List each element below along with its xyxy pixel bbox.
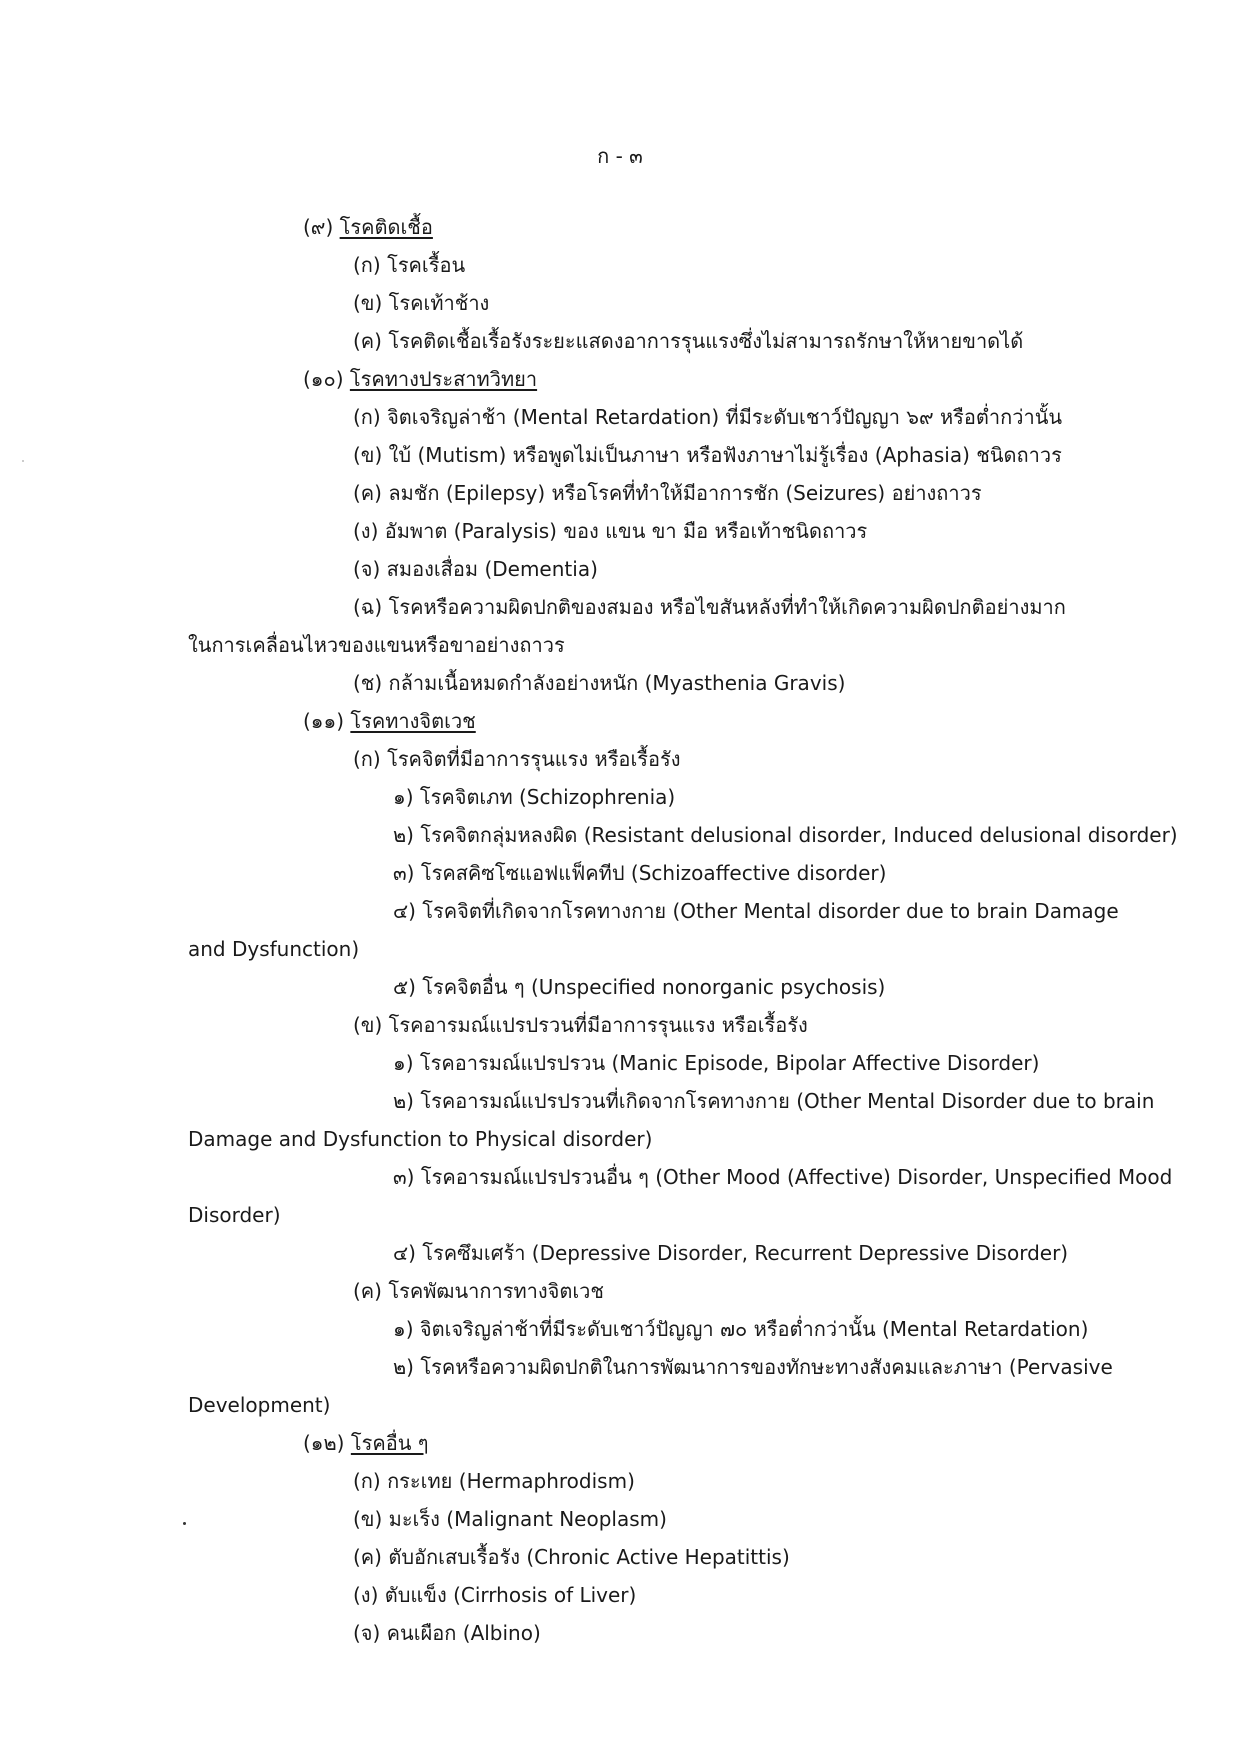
section-heading <box>303 1428 429 1458</box>
sub-list-item: ๕) โรคจิตอื่น ๆ (Unspecified nonorganic psychosis) <box>393 975 886 999</box>
sub-list-item: ๓) โรคสคิซโซแอฟแฟ็คทีป (Schizoaffective disorder) <box>393 861 887 885</box>
scan-speck <box>22 460 24 462</box>
continuation-line: and Dysfunction) <box>188 937 360 961</box>
list-item: (ก) กระเทย (Hermaphrodism) <box>353 1469 635 1493</box>
list-item: (ค) ตับอักเสบเรื้อรัง (Chronic Active Hepatittis) <box>353 1545 790 1569</box>
section-number: (๑๒) <box>303 1431 345 1455</box>
scan-dot <box>183 1522 186 1525</box>
list-item: (จ) คนเผือก (Albino) <box>353 1621 541 1645</box>
section-title: โรคติดเชื้อ <box>339 215 433 239</box>
list-item: (ข) ใบ้ (Mutism) หรือพูดไม่เป็นภาษา หรือฟังภาษาไม่รู้เรื่อง (Aphasia) ชนิดถาวร <box>353 443 1062 467</box>
list-item: (ง) อัมพาต (Paralysis) ของ แขน ขา มือ หรือเท้าชนิดถาวร <box>353 519 868 543</box>
sub-list-item: ๑) โรคจิตเภท (Schizophrenia) <box>393 785 676 809</box>
section-title: โรคทางประสาทวิทยา <box>349 367 538 391</box>
section-title: โรคทางจิตเวช <box>350 709 476 733</box>
continuation-line: ในการเคลื่อนไหวของแขนหรือขาอย่างถาวร <box>188 633 565 657</box>
sub-list-item: ๔) โรคซึมเศร้า (Depressive Disorder, Recurrent Depressive Disorder) <box>393 1241 1069 1265</box>
sub-list-item: ๒) โรคจิตกลุ่มหลงผิด (Resistant delusional disorder, Induced delusional disorder) <box>393 823 1178 847</box>
list-item: (ช) กล้ามเนื้อหมดกำลังอย่างหนัก (Myasthenia Gravis) <box>353 671 846 695</box>
list-item: (ก) โรคเรื้อน <box>353 253 466 277</box>
list-item: (ข) โรคเท้าช้าง <box>353 291 490 315</box>
section-heading <box>303 364 537 394</box>
list-item: (ฉ) โรคหรือความผิดปกติของสมอง หรือไขสันหลังที่ทำให้เกิดความผิดปกติอย่างมาก <box>353 595 1066 619</box>
list-item: (ข) โรคอารมณ์แปรปรวนที่มีอาการรุนแรง หรือเรื้อรัง <box>353 1013 808 1037</box>
list-item: (ก) โรคจิตที่มีอาการรุนแรง หรือเรื้อรัง <box>353 747 681 771</box>
section-title: โรคอื่น ๆ <box>350 1431 429 1455</box>
sub-list-item: ๔) โรคจิตที่เกิดจากโรคทางกาย (Other Mental disorder due to brain Damage <box>393 899 1119 923</box>
page-number: ก - ๓ <box>597 144 643 168</box>
list-item: (ง) ตับแข็ง (Cirrhosis of Liver) <box>353 1583 637 1607</box>
list-item: (ค) โรคติดเชื้อเรื้อรังระยะแสดงอาการรุนแรงซึ่งไม่สามารถรักษาให้หายขาดได้ <box>353 329 1024 353</box>
section-number: (๙) <box>303 215 334 239</box>
list-item: (ค) โรคพัฒนาการทางจิตเวช <box>353 1279 604 1303</box>
continuation-line: Damage and Dysfunction to Physical disorder) <box>188 1127 653 1151</box>
sub-list-item: ๒) โรคอารมณ์แปรปรวนที่เกิดจากโรคทางกาย (Other Mental Disorder due to brain <box>393 1089 1155 1113</box>
sub-list-item: ๑) จิตเจริญล่าช้าที่มีระดับเชาว์ปัญญา ๗๐ หรือต่ำกว่านั้น (Mental Retardation) <box>393 1317 1089 1341</box>
list-item: (ค) ลมชัก (Epilepsy) หรือโรคที่ทำให้มีอาการชัก (Seizures) อย่างถาวร <box>353 481 982 505</box>
sub-list-item: ๒) โรคหรือความผิดปกติในการพัฒนาการของทักษะทางสังคมและภาษา (Pervasive <box>393 1355 1113 1379</box>
section-heading <box>303 706 476 736</box>
list-item: (จ) สมองเสื่อม (Dementia) <box>353 557 598 581</box>
sub-list-item: ๑) โรคอารมณ์แปรปรวน (Manic Episode, Bipolar Affective Disorder) <box>393 1051 1040 1075</box>
section-number: (๑๐) <box>303 367 344 391</box>
section-heading <box>303 212 433 242</box>
continuation-line: Disorder) <box>188 1203 281 1227</box>
sub-list-item: ๓) โรคอารมณ์แปรปรวนอื่น ๆ (Other Mood (Affective) Disorder, Unspecified Mood <box>393 1165 1173 1189</box>
list-item: (ข) มะเร็ง (Malignant Neoplasm) <box>353 1507 667 1531</box>
continuation-line: Development) <box>188 1393 331 1417</box>
list-item: (ก) จิตเจริญล่าช้า (Mental Retardation) ที่มีระดับเชาว์ปัญญา ๖๙ หรือต่ำกว่านั้น <box>353 405 1063 429</box>
section-number: (๑๑) <box>303 709 344 733</box>
